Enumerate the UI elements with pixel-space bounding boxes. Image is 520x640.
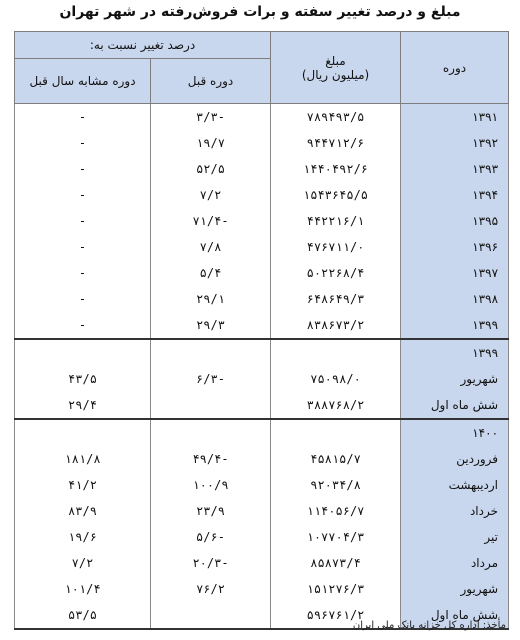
period-cell: ۱۳۹۶ (401, 234, 509, 260)
amount-cell: ۳۸۸۷۶۸/۲ (271, 392, 401, 419)
amount-cell: ۱۱۴۰۵۶/۷ (271, 498, 401, 524)
empty-cell (151, 420, 271, 446)
yoy-change-cell: ۱۹/۶ (15, 524, 151, 550)
period-cell: ۱۳۹۳ (401, 156, 509, 182)
table-row (15, 312, 509, 339)
table-row (15, 576, 509, 602)
period-cell: مرداد (401, 550, 509, 576)
table-row (15, 156, 509, 182)
period-cell: ۱۳۹۸ (401, 286, 509, 312)
yoy-change-cell: - (15, 312, 151, 339)
prev-period-change-cell: ۷۶/۲ (151, 576, 271, 602)
yoy-change-cell: ۵۳/۵ (15, 602, 151, 629)
prev-period-change-cell: ۷/۲ (151, 182, 271, 208)
table-title: مبلغ و درصد تغییر سفته و برات فروش‌رفته در شهر تهران (59, 4, 461, 20)
table-row (15, 446, 509, 472)
amount-cell: ۸۵۸۷۳/۴ (271, 550, 401, 576)
amount-cell: ۷۸۹۴۹۳/۵ (271, 104, 401, 131)
table-row (15, 104, 509, 131)
empty-cell (15, 340, 151, 366)
yoy-change-cell: - (15, 130, 151, 156)
yoy-change-cell: - (15, 286, 151, 312)
amount-cell: ۴۷۶۷۱۱/۰ (271, 234, 401, 260)
yoy-change-cell: - (15, 208, 151, 234)
prev-period-change-cell: -۳/۳ (151, 104, 271, 131)
empty-cell (271, 420, 401, 446)
amount-cell: ۸۳۸۶۷۳/۲ (271, 312, 401, 339)
table-row (15, 208, 509, 234)
yoy-change-cell: ۷/۲ (15, 550, 151, 576)
prev-period-change-cell (151, 602, 271, 629)
header-change-group: درصد تغییر نسبت به: (15, 32, 271, 59)
yoy-change-cell: - (15, 260, 151, 286)
amount-cell: ۷۵۰۹۸/۰ (271, 366, 401, 392)
yoy-change-cell: ۱۰۱/۴ (15, 576, 151, 602)
table-row (15, 234, 509, 260)
table-row (15, 392, 509, 419)
prev-period-change-cell: -۶/۳ (151, 366, 271, 392)
amount-cell: ۴۴۲۲۱۶/۱ (271, 208, 401, 234)
table-row (15, 366, 509, 392)
yoy-change-cell: ۱۸۱/۸ (15, 446, 151, 472)
period-cell: شهریور (401, 576, 509, 602)
amount-cell: ۱۵۱۲۷۶/۳ (271, 576, 401, 602)
yoy-change-cell: ۴۳/۵ (15, 366, 151, 392)
amount-cell: ۱۰۷۷۰۴/۳ (271, 524, 401, 550)
period-cell: شهریور (401, 366, 509, 392)
header-same-period-last-year: دوره مشابه سال قبل (15, 59, 151, 104)
table-row (15, 498, 509, 524)
table-row (15, 286, 509, 312)
period-cell: فروردین (401, 446, 509, 472)
table-row (15, 130, 509, 156)
period-cell: اردیبهشت (401, 472, 509, 498)
table-row (15, 550, 509, 576)
period-cell: شش ماه اول (401, 392, 509, 419)
empty-cell (271, 340, 401, 366)
prev-period-change-cell: ۷/۸ (151, 234, 271, 260)
prev-period-change-cell: -۵/۶ (151, 524, 271, 550)
section-label-row (15, 340, 509, 366)
table-row (15, 182, 509, 208)
table-row (15, 472, 509, 498)
prev-period-change-cell: -۲۰/۳ (151, 550, 271, 576)
yoy-change-cell: ۴۱/۲ (15, 472, 151, 498)
amount-cell: ۴۵۸۱۵/۷ (271, 446, 401, 472)
period-cell: ۱۳۹۴ (401, 182, 509, 208)
header-amount: مبلغ (میلیون ریال) (271, 32, 401, 104)
empty-cell (151, 340, 271, 366)
period-cell: شش ماه اول (401, 602, 509, 629)
source-note: مأخذ: اداره کل خزانه بانک ملی ایران (352, 620, 506, 631)
header-period: دوره (401, 32, 509, 104)
period-cell: خرداد (401, 498, 509, 524)
prev-period-change-cell: -۷۱/۴ (151, 208, 271, 234)
section-label-row (15, 420, 509, 446)
header-prev-period: دوره قبل (151, 59, 271, 104)
yoy-change-cell: ۸۳/۹ (15, 498, 151, 524)
period-cell: ۱۳۹۹ (401, 312, 509, 339)
yoy-change-cell: ۲۹/۴ (15, 392, 151, 419)
prev-period-change-cell: ۲۳/۹ (151, 498, 271, 524)
yoy-change-cell: - (15, 156, 151, 182)
prev-period-change-cell: ۲۹/۳ (151, 312, 271, 339)
period-cell: ۱۳۹۷ (401, 260, 509, 286)
period-cell: ۱۳۹۲ (401, 130, 509, 156)
period-cell: ۱۳۹۵ (401, 208, 509, 234)
statistics-table (14, 31, 509, 630)
amount-cell: ۱۵۴۳۶۴۵/۵ (271, 182, 401, 208)
yoy-change-cell: - (15, 234, 151, 260)
prev-period-change-cell: ۲۹/۱ (151, 286, 271, 312)
prev-period-change-cell: ۵/۴ (151, 260, 271, 286)
prev-period-change-cell: -۴۹/۴ (151, 446, 271, 472)
period-cell: ۱۳۹۱ (401, 104, 509, 131)
prev-period-change-cell: ۱۹/۷ (151, 130, 271, 156)
amount-cell: ۶۴۸۶۴۹/۳ (271, 286, 401, 312)
prev-period-change-cell: ۵۲/۵ (151, 156, 271, 182)
amount-cell: ۵۰۲۲۶۸/۴ (271, 260, 401, 286)
amount-cell: ۱۴۴۰۴۹۲/۶ (271, 156, 401, 182)
table-row (15, 260, 509, 286)
amount-cell: ۹۲۰۳۴/۸ (271, 472, 401, 498)
yoy-change-cell: - (15, 182, 151, 208)
prev-period-change-cell (151, 392, 271, 419)
section-year-label: ۱۴۰۰ (401, 420, 509, 446)
prev-period-change-cell: ۱۰۰/۹ (151, 472, 271, 498)
period-cell: تیر (401, 524, 509, 550)
amount-cell: ۵۹۶۷۶۱/۲ (271, 602, 401, 629)
empty-cell (15, 420, 151, 446)
yoy-change-cell: - (15, 104, 151, 131)
amount-cell: ۹۴۴۷۱۲/۶ (271, 130, 401, 156)
table-row (15, 524, 509, 550)
section-year-label: ۱۳۹۹ (401, 340, 509, 366)
